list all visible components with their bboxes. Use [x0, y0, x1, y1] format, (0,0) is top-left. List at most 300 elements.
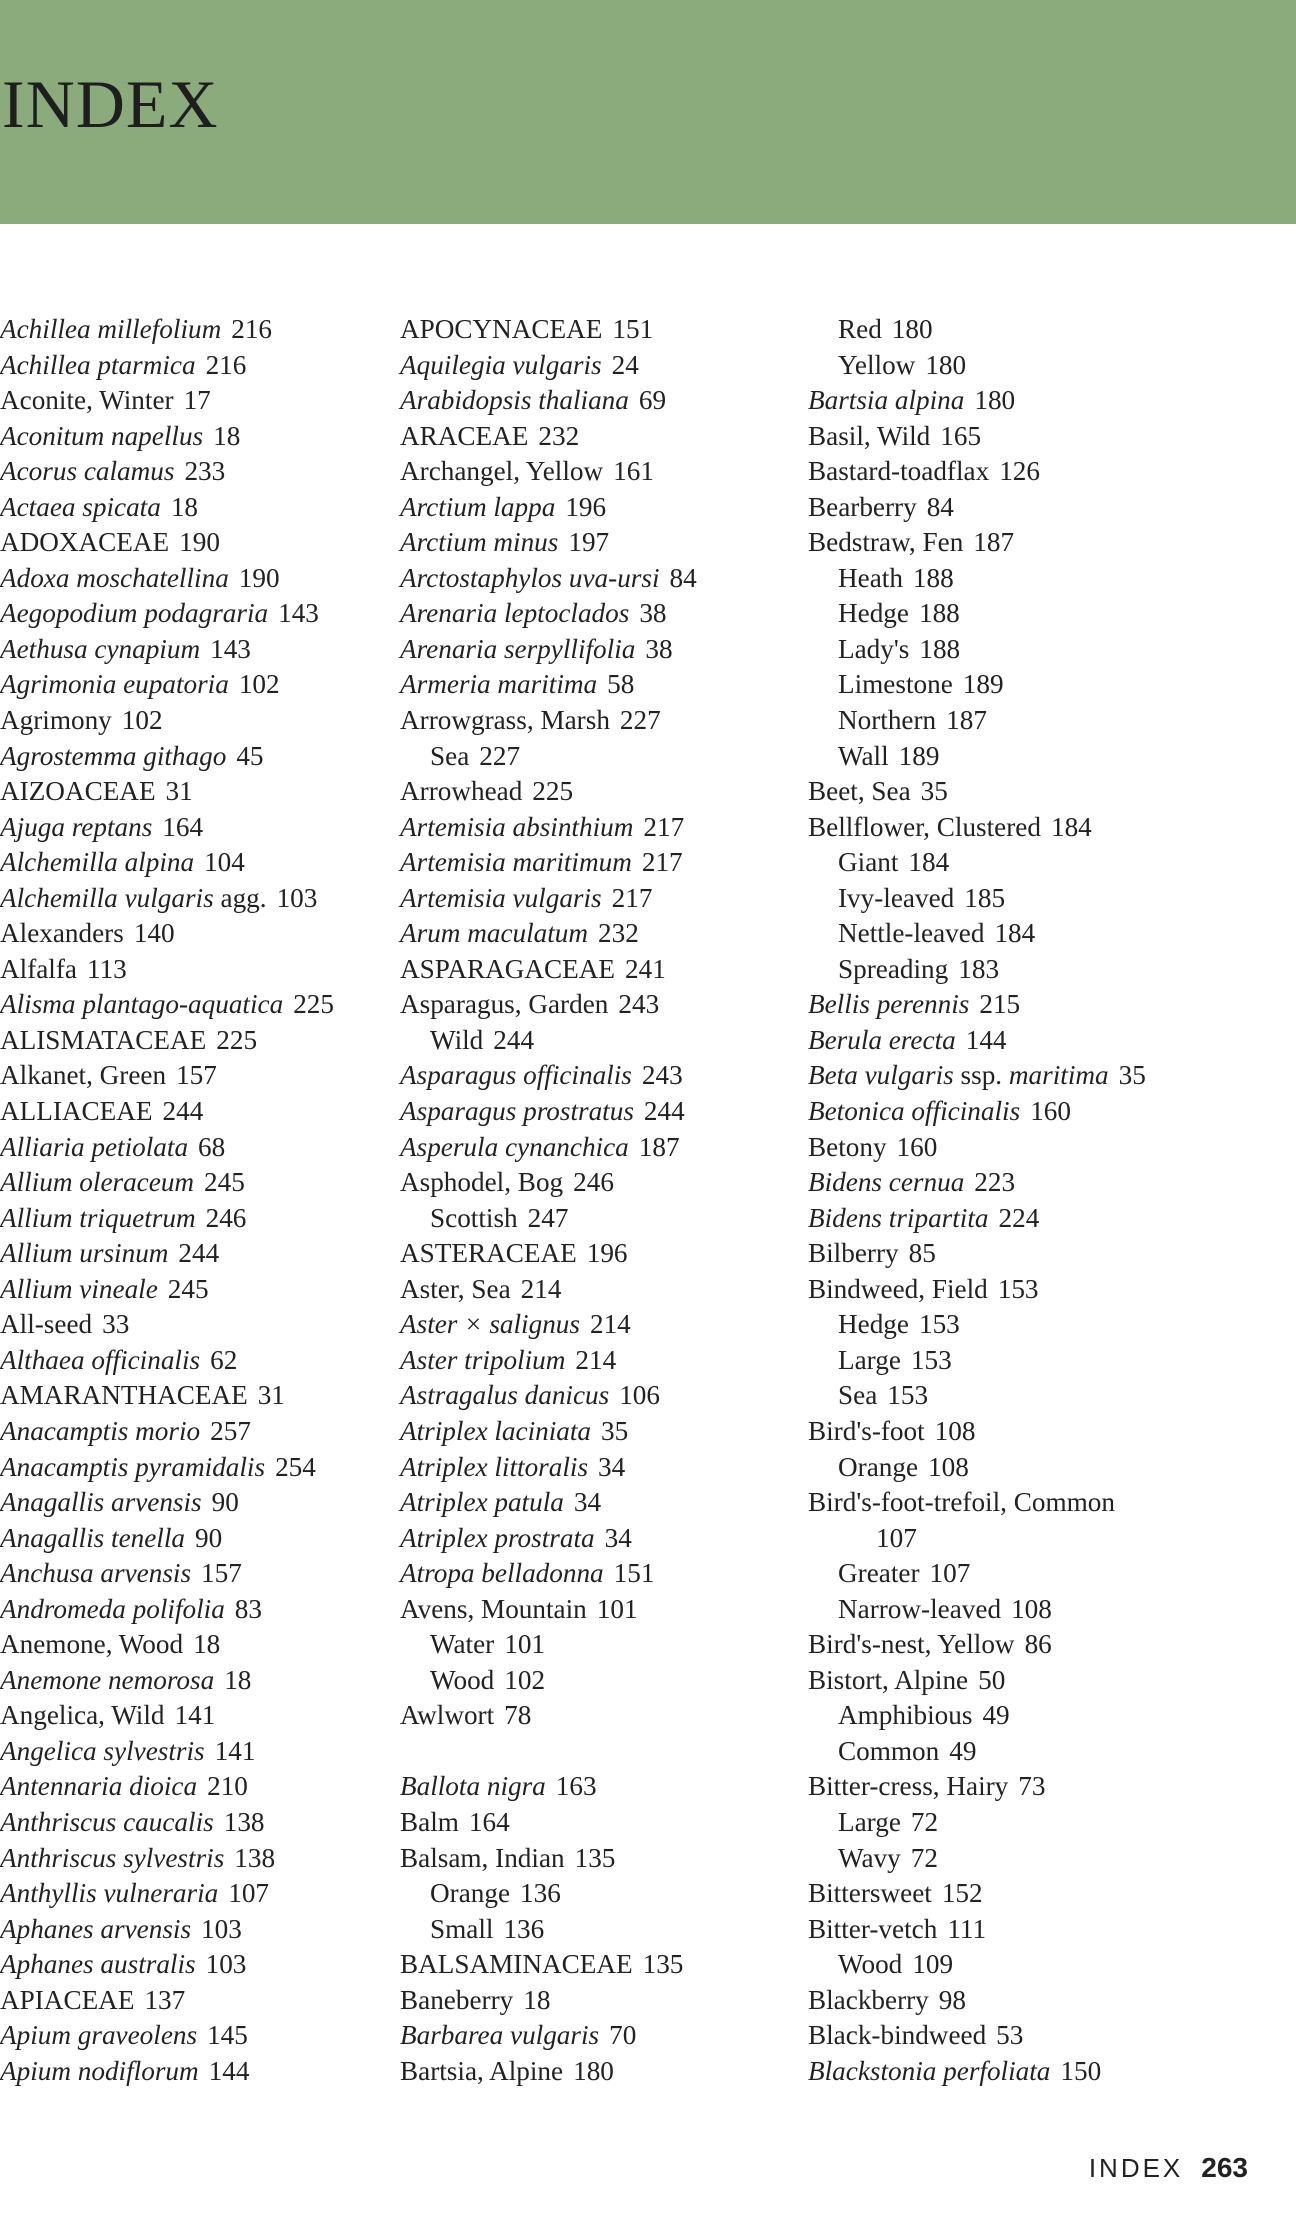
- index-entry: [808, 1912, 1208, 1948]
- entry-term: Hedge: [838, 1309, 909, 1340]
- entry-term: Asparagus, Garden: [400, 989, 609, 1020]
- index-entry: [808, 952, 1208, 988]
- index-entry: [400, 525, 800, 561]
- entry-term: Atriplex laciniata: [400, 1415, 592, 1446]
- entry-page-number: 190: [238, 562, 280, 593]
- entry-page-number: 153: [997, 1273, 1039, 1304]
- entry-term: Anthyllis vulneraria: [0, 1878, 219, 1909]
- entry-term-suffix: maritima: [1008, 1060, 1109, 1091]
- entry-term: Balm: [400, 1806, 459, 1837]
- entry-page-number: 18: [170, 491, 199, 522]
- index-entry: [400, 810, 800, 846]
- entry-term: Allium ursinum: [0, 1238, 169, 1269]
- index-entry: [0, 881, 400, 917]
- index-entry: [400, 1485, 800, 1521]
- entry-term: Arctium lappa: [400, 491, 556, 522]
- entry-page-number: 217: [643, 811, 685, 842]
- entry-term: Anemone, Wood: [0, 1629, 184, 1660]
- entry-term: Artemisia vulgaris: [400, 882, 602, 913]
- entry-term: ADOXACEAE: [0, 527, 170, 558]
- entry-term: Asparagus officinalis: [400, 1060, 632, 1091]
- index-entry: [400, 1769, 800, 1805]
- entry-page-number: 18: [213, 420, 241, 451]
- index-entry: [0, 1272, 400, 1308]
- index-entry: [0, 454, 400, 490]
- index-entry: [808, 916, 1208, 952]
- index-entry: [808, 419, 1208, 455]
- entry-term: Heath: [838, 562, 903, 593]
- index-entry: [400, 1663, 800, 1699]
- index-entry: [808, 703, 1208, 739]
- entry-page-number: 86: [1024, 1629, 1052, 1660]
- entry-term: Arum maculatum: [400, 918, 589, 949]
- entry-page-number: 101: [596, 1593, 638, 1624]
- entry-page-number: 232: [598, 918, 639, 949]
- index-entry: [808, 383, 1208, 419]
- entry-term: Wood: [430, 1664, 495, 1695]
- entry-page-number: 244: [493, 1024, 535, 1055]
- index-entry: [0, 1805, 400, 1841]
- entry-page-number: 136: [503, 1913, 545, 1944]
- entry-term: Bidens tripartita: [808, 1202, 989, 1233]
- entry-term: Aster × salignus: [400, 1309, 580, 1340]
- entry-page-number: 144: [208, 2055, 250, 2086]
- entry-term: Apium nodiflorum: [0, 2055, 199, 2086]
- index-entry: [400, 1450, 800, 1486]
- index-entry: [0, 1947, 400, 1983]
- index-entry: [400, 1805, 800, 1841]
- entry-term: Bird's-foot: [808, 1415, 925, 1446]
- entry-term: Anagallis arvensis: [0, 1487, 202, 1518]
- index-entry: [0, 1130, 400, 1166]
- entry-term: Greater: [838, 1558, 920, 1589]
- entry-page-number: 161: [613, 456, 654, 487]
- index-entry: [808, 1734, 1208, 1770]
- index-entry: [808, 1058, 1208, 1094]
- entry-term: Northern: [838, 705, 937, 736]
- entry-page-number: 225: [293, 989, 334, 1020]
- entry-term: Arenaria serpyllifolia: [400, 633, 636, 664]
- entry-page-number: 196: [586, 1238, 628, 1269]
- entry-page-number: 188: [918, 598, 960, 629]
- entry-page-number: 17: [183, 385, 211, 416]
- entry-term: Arctostaphylos uva-ursi: [400, 562, 660, 593]
- entry-term: Arctium minus: [400, 527, 559, 558]
- entry-term: Agrostemma githago: [0, 740, 227, 771]
- index-entry: [0, 1521, 400, 1557]
- entry-term: Berula erecta: [808, 1024, 956, 1055]
- index-entry: [400, 1627, 800, 1663]
- index-entry: [808, 987, 1208, 1023]
- index-entry: [808, 312, 1208, 348]
- index-entry: [0, 1414, 400, 1450]
- entry-page-number: 185: [964, 882, 1006, 913]
- entry-page-number: 31: [165, 776, 193, 807]
- index-entry: [400, 596, 800, 632]
- index-entry: [808, 1343, 1208, 1379]
- entry-term: Baneberry: [400, 1984, 514, 2015]
- entry-term: Alliaria petiolata: [0, 1131, 189, 1162]
- index-entry: [400, 1058, 800, 1094]
- index-entry: [0, 845, 400, 881]
- entry-term: Aconite, Winter: [0, 385, 174, 416]
- entry-term: AMARANTHACEAE: [0, 1380, 248, 1411]
- index-entry: [400, 739, 800, 775]
- entry-term: BALSAMINACEAE: [400, 1949, 633, 1980]
- index-entry: [0, 1876, 400, 1912]
- entry-page-number: 157: [176, 1060, 217, 1091]
- entry-page-number: 49: [982, 1700, 1010, 1731]
- index-entry: [400, 2054, 800, 2090]
- index-entry: [400, 774, 800, 810]
- entry-term: Scottish: [430, 1202, 518, 1233]
- entry-page-number: 151: [613, 1558, 655, 1589]
- index-entry: [0, 1094, 400, 1130]
- entry-term: Angelica, Wild: [0, 1700, 165, 1731]
- entry-page-number: 72: [910, 1806, 939, 1837]
- entry-term: Aconitum napellus: [0, 420, 204, 451]
- index-entry: [400, 1272, 800, 1308]
- entry-page-number: 153: [910, 1344, 952, 1375]
- entry-page-number: 217: [611, 882, 653, 913]
- entry-page-number: 108: [1011, 1593, 1052, 1624]
- index-entry: [0, 2018, 400, 2054]
- index-entry: [400, 845, 800, 881]
- index-entry: [400, 1521, 800, 1557]
- index-entry: [400, 1201, 800, 1237]
- entry-page-number: 245: [204, 1167, 245, 1198]
- entry-page-number: 143: [210, 633, 251, 664]
- entry-page-number: 187: [973, 527, 1015, 558]
- page-title: INDEX: [2, 66, 219, 142]
- entry-term: Atriplex prostrata: [400, 1522, 595, 1553]
- entry-page-number: 136: [520, 1878, 561, 1909]
- entry-term: Red: [838, 314, 882, 344]
- entry-term: Wood: [838, 1949, 903, 1980]
- entry-term: Alkanet, Green: [0, 1060, 167, 1091]
- index-entry: [808, 1521, 1208, 1557]
- index-entry: [808, 1023, 1208, 1059]
- entry-term: Aethusa cynapium: [0, 633, 201, 664]
- index-entry: [400, 1876, 800, 1912]
- entry-term: Anacamptis pyramidalis: [0, 1451, 266, 1482]
- entry-term: Allium triquetrum: [0, 1202, 196, 1233]
- entry-term: Aegopodium podagraria: [0, 598, 269, 629]
- entry-term: Large: [838, 1806, 901, 1837]
- index-entry: [0, 810, 400, 846]
- entry-term: Asparagus prostratus: [400, 1096, 634, 1127]
- entry-page-number: 196: [565, 491, 607, 522]
- index-entry: [0, 1663, 400, 1699]
- index-entry: [808, 1236, 1208, 1272]
- entry-page-number: 145: [207, 2020, 248, 2051]
- entry-page-number: 216: [205, 349, 247, 380]
- entry-page-number: 84: [669, 562, 697, 593]
- entry-page-number: 107: [228, 1878, 270, 1909]
- entry-term: Arenaria leptoclados: [400, 598, 630, 629]
- entry-page-number: 188: [919, 633, 961, 664]
- entry-page-number: 244: [162, 1096, 204, 1127]
- entry-term: Atriplex patula: [400, 1487, 564, 1518]
- entry-page-number: 164: [162, 811, 204, 842]
- index-entry: [0, 1023, 400, 1059]
- entry-term: Apium graveolens: [0, 2020, 198, 2051]
- index-entry: [400, 1378, 800, 1414]
- index-entry: [0, 1450, 400, 1486]
- entry-page-number: 188: [912, 562, 954, 593]
- entry-page-number: 135: [574, 1842, 616, 1873]
- entry-page-number: 246: [205, 1202, 247, 1233]
- entry-page-number: 189: [898, 740, 940, 771]
- entry-term: Aster, Sea: [400, 1273, 511, 1304]
- entry-term: ARACEAE: [400, 420, 529, 451]
- entry-page-number: 58: [607, 669, 635, 700]
- index-entry: [808, 810, 1208, 846]
- entry-qualifier: ssp.: [960, 1060, 1003, 1091]
- entry-term: Actaea spicata: [0, 491, 161, 522]
- index-column-3: [808, 312, 1208, 2089]
- entry-page-number: 38: [645, 633, 673, 664]
- entry-term: Angelica sylvestris: [0, 1735, 205, 1766]
- entry-page-number: 111: [947, 1913, 987, 1944]
- entry-term: Alchemilla vulgaris: [0, 882, 214, 913]
- index-entry: [808, 1627, 1208, 1663]
- entry-page-number: 69: [638, 385, 667, 416]
- entry-term: Narrow-leaved: [838, 1593, 1002, 1624]
- entry-term: Alexanders: [0, 918, 124, 949]
- entry-page-number: 246: [573, 1167, 614, 1198]
- entry-term: Spreading: [838, 953, 949, 984]
- entry-term: Atropa belladonna: [400, 1558, 604, 1589]
- entry-page-number: 33: [102, 1309, 130, 1340]
- index-entry: [400, 419, 800, 455]
- index-entry: [0, 632, 400, 668]
- index-entry: [808, 1094, 1208, 1130]
- entry-term: Arrowhead: [400, 776, 523, 807]
- index-entry: [0, 703, 400, 739]
- entry-term: Bedstraw, Fen: [808, 527, 964, 558]
- index-entry: [0, 667, 400, 703]
- entry-page-number: 103: [205, 1949, 247, 1980]
- entry-page-number: 197: [568, 527, 610, 558]
- entry-page-number: 106: [619, 1380, 660, 1411]
- entry-term: Yellow: [838, 349, 916, 380]
- entry-page-number: 50: [978, 1664, 1006, 1695]
- index-entry: [808, 1841, 1208, 1877]
- index-entry: [400, 1983, 800, 2019]
- entry-page-number: 183: [958, 953, 1000, 984]
- index-entry: [400, 1841, 800, 1877]
- entry-page-number: 34: [573, 1487, 602, 1518]
- index-entry: [808, 1556, 1208, 1592]
- entry-term: Asphodel, Bog: [400, 1167, 564, 1198]
- entry-term: Atriplex littoralis: [400, 1451, 589, 1482]
- index-entry: [0, 916, 400, 952]
- entry-term: Betony: [808, 1131, 887, 1162]
- index-entry: [400, 916, 800, 952]
- entry-page-number: 163: [555, 1771, 597, 1802]
- index-entry: [0, 561, 400, 597]
- entry-page-number: 225: [532, 776, 574, 807]
- index-entry: [400, 952, 800, 988]
- entry-term: Barbarea vulgaris: [400, 2020, 600, 2051]
- index-entry: [808, 1663, 1208, 1699]
- entry-page-number: 187: [946, 705, 987, 736]
- entry-term: Althaea officinalis: [0, 1344, 201, 1375]
- entry-page-number: 68: [198, 1131, 226, 1162]
- entry-page-number: 141: [214, 1735, 256, 1766]
- index-entry: [400, 1094, 800, 1130]
- index-entry: [0, 1698, 400, 1734]
- entry-page-number: 189: [962, 669, 1004, 700]
- index-entry: [400, 1698, 800, 1734]
- entry-page-number: 70: [609, 2020, 637, 2051]
- entry-term: Bearberry: [808, 491, 917, 522]
- index-entry: [400, 454, 800, 490]
- entry-page-number: 243: [618, 989, 660, 1020]
- index-entry: [400, 1912, 800, 1948]
- entry-term: Sea: [838, 1380, 878, 1411]
- index-entry: [0, 774, 400, 810]
- entry-term: Astragalus danicus: [400, 1380, 610, 1411]
- entry-page-number: 103: [201, 1913, 242, 1944]
- index-entry: [400, 1947, 800, 1983]
- entry-page-number: 217: [641, 847, 683, 878]
- entry-term: ALLIACEAE: [0, 1096, 153, 1127]
- index-entry: [808, 525, 1208, 561]
- index-entry: [0, 1165, 400, 1201]
- index-entry: [400, 667, 800, 703]
- entry-term: Adoxa moschatellina: [0, 562, 229, 593]
- entry-page-number: 184: [994, 918, 1036, 949]
- entry-term: All-seed: [0, 1309, 93, 1340]
- entry-page-number: 216: [231, 314, 273, 344]
- entry-term: Nettle-leaved: [838, 918, 985, 949]
- entry-page-number: 72: [910, 1842, 938, 1873]
- entry-term: Black-bindweed: [808, 2020, 987, 2051]
- index-entry: [808, 454, 1208, 490]
- entry-page-number: 157: [201, 1558, 242, 1589]
- entry-term: Amphibious: [838, 1700, 973, 1731]
- entry-term: Anthriscus sylvestris: [0, 1842, 225, 1873]
- entry-page-number: 138: [234, 1842, 276, 1873]
- entry-page-number: 160: [1030, 1096, 1071, 1127]
- entry-term: Blackstonia perfoliata: [808, 2055, 1051, 2086]
- entry-term: Arabidopsis thaliana: [400, 385, 629, 416]
- entry-term: APIACEAE: [0, 1984, 135, 2015]
- entry-page-number: 18: [523, 1984, 551, 2015]
- entry-page-number: 153: [918, 1309, 960, 1340]
- entry-page-number: 109: [912, 1949, 954, 1980]
- entry-term: Bird's-nest, Yellow: [808, 1629, 1015, 1660]
- index-entry: [0, 490, 400, 526]
- entry-term: Bartsia, Alpine: [400, 2055, 564, 2086]
- entry-page-number: 102: [504, 1664, 546, 1695]
- entry-page-number: 73: [1018, 1771, 1046, 1802]
- entry-term: Orange: [430, 1878, 511, 1909]
- entry-term: Betonica officinalis: [808, 1096, 1021, 1127]
- entry-term: Small: [430, 1913, 494, 1944]
- index-entry: [808, 1272, 1208, 1308]
- index-entry: [0, 1378, 400, 1414]
- index-entry: [400, 312, 800, 348]
- entry-term: Sea: [430, 740, 470, 771]
- entry-page-number: 227: [619, 705, 661, 736]
- entry-page-number: 38: [639, 598, 667, 629]
- entry-page-number: 107: [876, 1522, 917, 1553]
- entry-page-number: 113: [86, 953, 127, 984]
- index-entry: [400, 1556, 800, 1592]
- entry-page-number: 141: [174, 1700, 216, 1731]
- index-column-1: [0, 312, 400, 2089]
- entry-term: Anchusa arvensis: [0, 1558, 192, 1589]
- index-entry: [0, 1201, 400, 1237]
- index-entry: [0, 1912, 400, 1948]
- index-entry: [400, 1414, 800, 1450]
- index-entry: [0, 1841, 400, 1877]
- index-entry: [0, 1769, 400, 1805]
- index-entry: [400, 1343, 800, 1379]
- page-number: 263: [1201, 2152, 1248, 2183]
- entry-page-number: 165: [940, 420, 982, 451]
- index-entry: [0, 739, 400, 775]
- entry-term: Archangel, Yellow: [400, 456, 604, 487]
- index-entry: [0, 1343, 400, 1379]
- index-entry: [0, 1983, 400, 2019]
- index-entry: [808, 1450, 1208, 1486]
- entry-term: Beta vulgaris: [808, 1060, 954, 1091]
- index-column-2: [400, 312, 800, 2089]
- index-entry: [0, 312, 400, 348]
- entry-page-number: 180: [925, 349, 967, 380]
- entry-term: Common: [838, 1735, 940, 1766]
- entry-term: Bitter-cress, Hairy: [808, 1771, 1009, 1802]
- entry-page-number: 224: [998, 1202, 1040, 1233]
- entry-page-number: 152: [941, 1878, 983, 1909]
- entry-page-number: 187: [638, 1131, 680, 1162]
- index-entry: [808, 739, 1208, 775]
- entry-term: Basil, Wild: [808, 420, 931, 451]
- entry-page-number: 247: [527, 1202, 569, 1233]
- entry-page-number: 215: [979, 989, 1021, 1020]
- page-footer: [1089, 2152, 1248, 2184]
- index-entry: [0, 1734, 400, 1770]
- entry-term: Bartsia alpina: [808, 385, 965, 416]
- footer-label: INDEX: [1088, 2153, 1184, 2183]
- index-entry: [400, 1307, 800, 1343]
- index-entry: [400, 383, 800, 419]
- index-entry: [0, 1592, 400, 1628]
- entry-page-number: 34: [604, 1522, 632, 1553]
- index-entry: [808, 561, 1208, 597]
- entry-page-number: 24: [611, 349, 639, 380]
- entry-page-number: 232: [538, 420, 580, 451]
- entry-page-number: 254: [275, 1451, 316, 1482]
- entry-term: Agrimony: [0, 705, 112, 736]
- entry-page-number: 227: [479, 740, 521, 771]
- index-entry: [400, 987, 800, 1023]
- entry-term: ASTERACEAE: [400, 1238, 577, 1269]
- index-entry: [0, 1307, 400, 1343]
- index-entry: [400, 1592, 800, 1628]
- index-entry: [400, 1130, 800, 1166]
- index-entry: [400, 632, 800, 668]
- index-entry: [808, 667, 1208, 703]
- entry-term: Achillea millefolium: [0, 314, 222, 344]
- index-entry: [0, 952, 400, 988]
- entry-page-number: 137: [144, 1984, 186, 2015]
- index-entry: [400, 881, 800, 917]
